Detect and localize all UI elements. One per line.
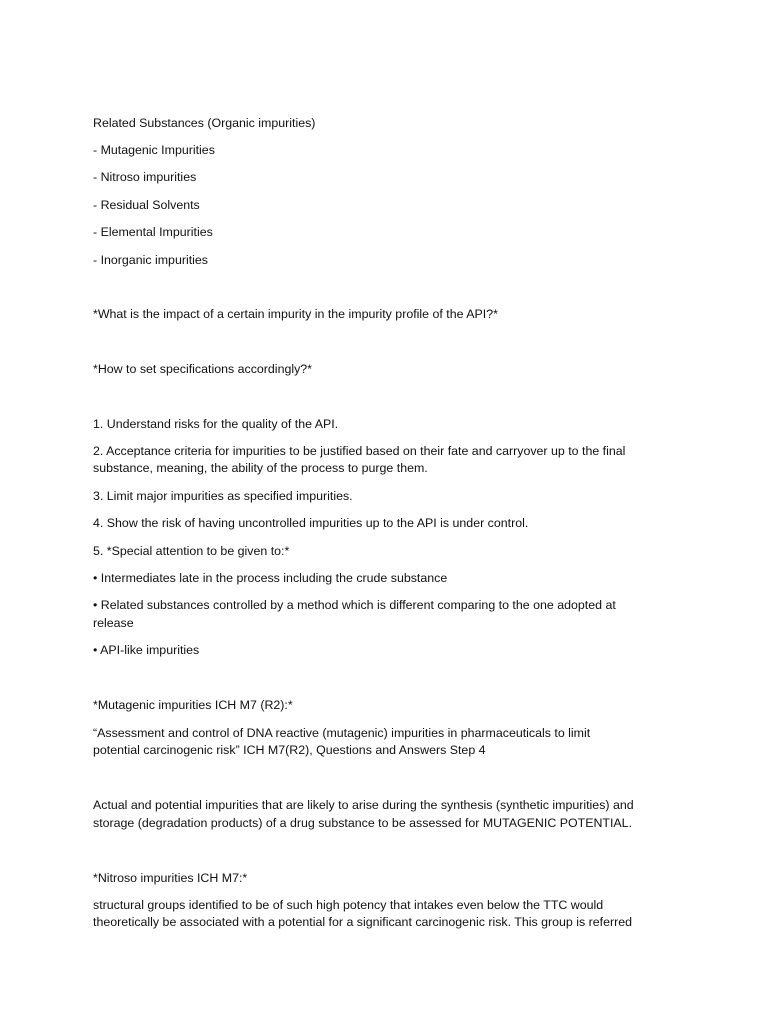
step-item-continuation: substance, meaning, the ability of the process to purge them. (93, 461, 428, 475)
category-item: - Inorganic impurities (93, 253, 209, 267)
question-impact: *What is the impact of a certain impurity in the impurity profile of the API?* (93, 307, 498, 321)
mutagenic-heading: *Mutagenic impurities ICH M7 (R2):* (93, 698, 293, 712)
bullet-item: • Intermediates late in the process including the crude substance (93, 571, 448, 585)
category-item: - Nitroso impurities (93, 170, 197, 184)
nitroso-heading: *Nitroso impurities ICH M7:* (93, 871, 248, 885)
mutagenic-text-line: Actual and potential impurities that are likely to arise during the synthesis (synthetic impurities) and (93, 798, 634, 812)
step-item: 3. Limit major impurities as specified impurities. (93, 489, 353, 503)
bullet-item-continuation: release (93, 616, 134, 630)
section-heading: Related Substances (Organic impurities) (93, 116, 316, 130)
category-item: - Residual Solvents (93, 198, 200, 212)
bullet-item: • API-like impurities (93, 643, 200, 657)
bullet-item: • Related substances controlled by a method which is different comparing to the one adopted at (93, 598, 616, 612)
category-item: - Mutagenic Impurities (93, 143, 215, 157)
mutagenic-quote-line: “Assessment and control of DNA reactive (mutagenic) impurities in pharmaceuticals to limit (93, 726, 591, 740)
question-specs: *How to set specifications accordingly?* (93, 362, 313, 376)
step-item: 1. Understand risks for the quality of the API. (93, 417, 339, 431)
step-item: 4. Show the risk of having uncontrolled impurities up to the API is under control. (93, 516, 529, 530)
nitroso-text-line: theoretically be associated with a potential for a significant carcinogenic risk. This group is referred (93, 915, 633, 929)
mutagenic-quote-line: potential carcinogenic risk” ICH M7(R2), Questions and Answers Step 4 (93, 743, 486, 757)
nitroso-text-line: structural groups identified to be of such high potency that intakes even below the TTC would (93, 898, 604, 912)
category-item: - Elemental Impurities (93, 225, 213, 239)
step-item: 2. Acceptance criteria for impurities to be justified based on their fate and carryover up to the final (93, 444, 626, 458)
step-item: 5. *Special attention to be given to:* (93, 544, 290, 558)
mutagenic-text-line: storage (degradation products) of a drug substance to be assessed for MUTAGENIC POTENTIAL. (93, 816, 633, 830)
